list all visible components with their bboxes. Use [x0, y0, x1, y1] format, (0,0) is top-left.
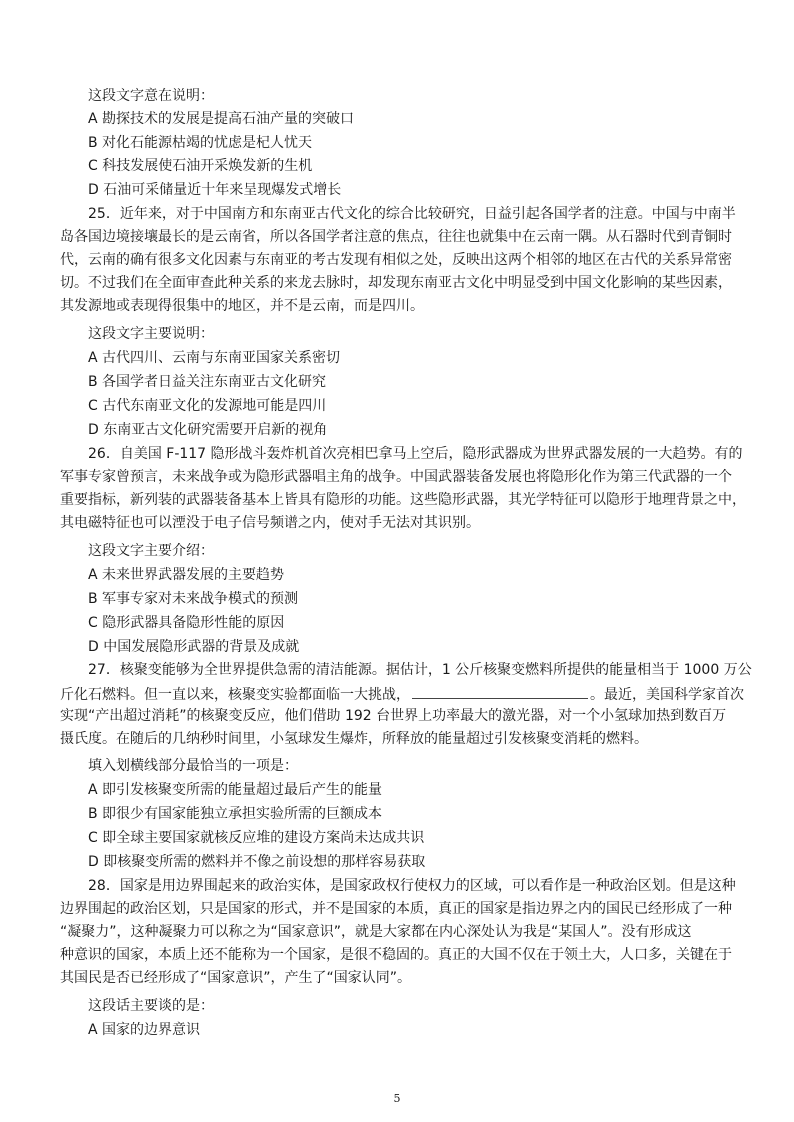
q28-option-a: A 国家的边界意识 — [88, 1022, 201, 1038]
q27-option-a: A 即引发核聚变所需的能量超过最后产生的能量 — [88, 782, 383, 798]
q27-line2-after-blank: 。最近，美国科学家首次 — [590, 687, 744, 703]
q25-option-a: A 古代四川、云南与东南亚国家关系密切 — [88, 350, 341, 366]
q25-line: 其发源地或表现得很集中的地区，并不是云南，而是四川。 — [60, 298, 424, 314]
q26-line: 重要指标，新列装的武器装备基本上皆具有隐形的功能。这些隐形武器，其光学特征可以隐形于地理背景之中， — [60, 492, 746, 508]
q27-line: 27．核聚变能够为全世界提供急需的清洁能源。据估计，1 公斤核聚变燃料所提供的能量相当于 1000 万公 — [88, 662, 752, 678]
q28-line: 28．国家是用边界围起来的政治实体，是国家政权行使权力的区域，可以看作是一种政治区划。但是这种 — [88, 878, 736, 894]
q25-line: 切。不过我们在全面审查此种关系的来龙去脉时，却发现东南亚古文化中明显受到中国文化影响的某些因素， — [60, 275, 732, 291]
q28-passage — [60, 875, 736, 990]
q26-option-c: C 隐形武器具备隐形性能的原因 — [88, 615, 285, 631]
q27-option-b: B 即很少有国家能独立承担实验所需的巨额成本 — [88, 806, 383, 822]
q26-option-d: D 中国发展隐形武器的背景及成就 — [88, 639, 300, 655]
fill-in-blank — [412, 682, 588, 699]
q26-prompt: 这段文字主要介绍： — [88, 543, 214, 559]
q24-option-b: B 对化石能源枯竭的忧虑是杞人忧天 — [88, 135, 313, 151]
q27-line: 摄氏度。在随后的几纳秒时间里，小氢球发生爆炸，所释放的能量超过引发核聚变消耗的燃料。 — [60, 731, 648, 747]
q28-line: “凝聚力”，这种凝聚力可以称之为“国家意识”，就是大家都在内心深处认为我是“某国人”。没有形成这 — [60, 924, 692, 940]
q25-line: 25．近年来，对于中国南方和东南亚古代文化的综合比较研究，日益引起各国学者的注意。中国与中南半 — [88, 206, 736, 222]
q26-line: 其电磁特征也可以湮没于电子信号频谱之内，使对手无法对其识别。 — [60, 515, 480, 531]
q27-passage — [60, 659, 752, 751]
q25-passage — [60, 203, 736, 318]
q27-line2-before-blank: 斤化石燃料。但一直以来，核聚变实验都面临一大挑战， — [60, 687, 410, 703]
q24-prompt: 这段文字意在说明： — [88, 88, 214, 104]
q24-option-c: C 科技发展使石油开采焕发新的生机 — [88, 158, 313, 174]
page-number: 5 — [393, 1092, 401, 1105]
q26-line: 军事专家曾预言，未来战争或为隐形武器唱主角的战争。中国武器装备发展也将隐形化作为第三代武器的一个 — [60, 469, 732, 485]
q25-option-d: D 东南亚古文化研究需要开启新的视角 — [88, 422, 328, 438]
q25-line: 代，云南的确有很多文化因素与东南亚的考古发现有相似之处，反映出这两个相邻的地区在古代的关系异常密 — [60, 252, 732, 268]
q27-line: 实现“产出超过消耗”的核聚变反应，他们借助 192 台世界上功率最大的激光器，对一个小氢球加热到数百万 — [60, 708, 727, 724]
q27-line-with-blank — [60, 682, 744, 705]
q26-line: 26．自美国 F-117 隐形战斗轰炸机首次亮相巴拿马上空后，隐形武器成为世界武器发展的一大趋势。有的 — [88, 446, 743, 462]
q26-passage — [60, 443, 746, 535]
q28-prompt: 这段话主要谈的是： — [88, 998, 214, 1014]
q28-line: 种意识的国家，本质上还不能称为一个国家，是很不稳固的。真正的大国不仅在于领土大，人口多，关键在于 — [60, 947, 732, 963]
q25-option-c: C 古代东南亚文化的发源地可能是四川 — [88, 398, 327, 414]
q27-option-d: D 即核聚变所需的燃料并不像之前设想的那样容易获取 — [88, 854, 426, 870]
q26-option-b: B 军事专家对未来战争模式的预测 — [88, 591, 299, 607]
q25-prompt: 这段文字主要说明： — [88, 326, 214, 342]
q24-option-a: A 勘探技术的发展是提高石油产量的突破口 — [88, 111, 355, 127]
q27-option-c: C 即全球主要国家就核反应堆的建设方案尚未达成共识 — [88, 830, 425, 846]
q28-line: 边界围起的政治区划，只是国家的形式，并不是国家的本质，真正的国家是指边界之内的国民已经形成了一种 — [60, 901, 732, 917]
q25-line: 岛各国边境接壤最长的是云南省，所以各国学者注意的焦点，往往也就集中在云南一隅。从石器时代到青铜时 — [60, 229, 732, 245]
q27-prompt: 填入划横线部分最恰当的一项是： — [88, 758, 298, 774]
q24-option-d: D 石油可采储量近十年来呈现爆发式增长 — [88, 182, 342, 198]
q26-option-a: A 未来世界武器发展的主要趋势 — [88, 567, 285, 583]
q25-option-b: B 各国学者日益关注东南亚古文化研究 — [88, 374, 327, 390]
q28-line: 其国民是否已经形成了“国家意识”，产生了“国家认同”。 — [60, 970, 412, 986]
